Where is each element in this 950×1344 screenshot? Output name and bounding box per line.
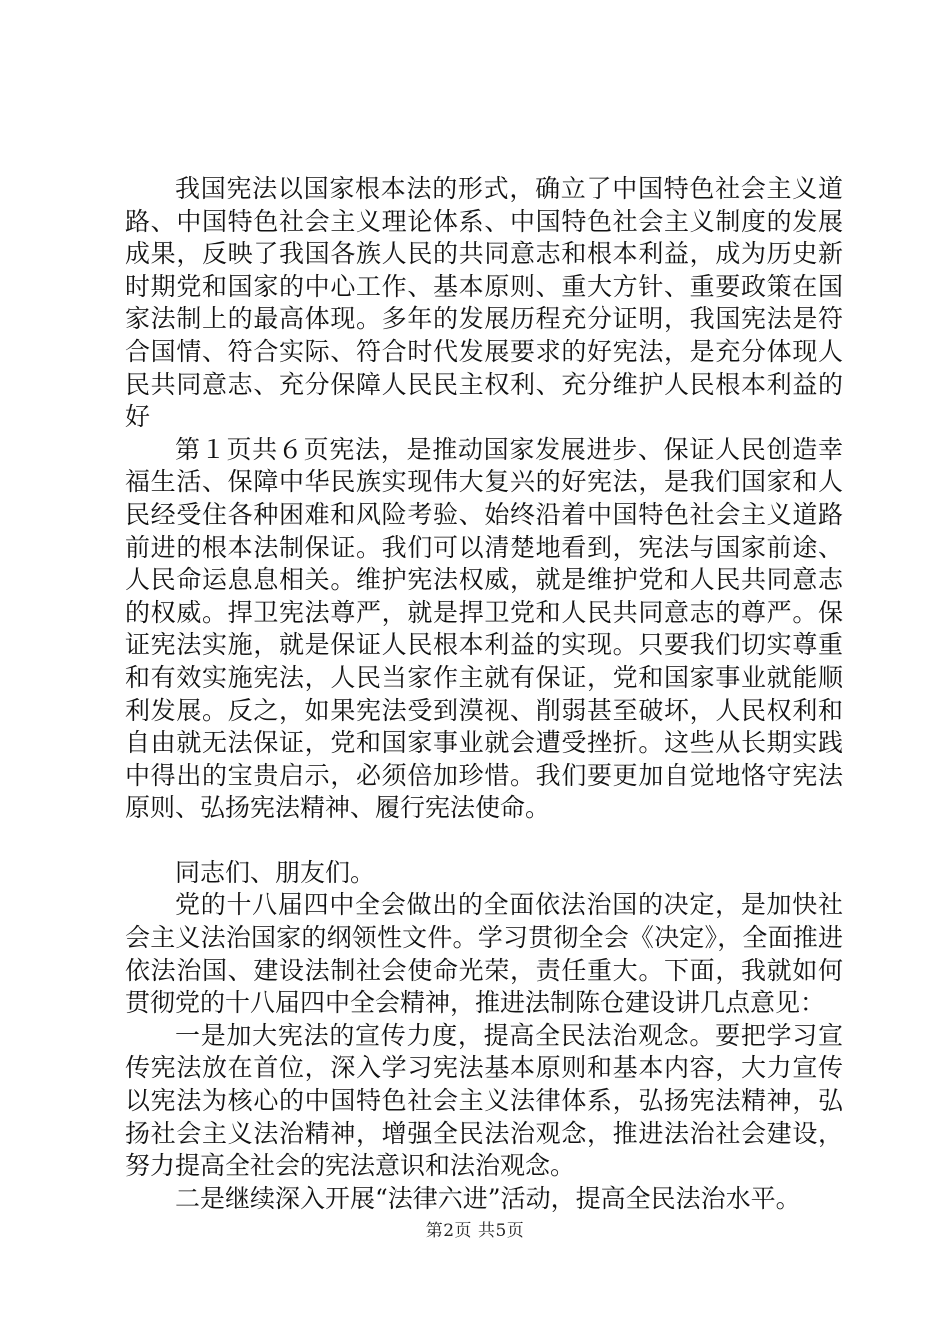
paragraph: 我国宪法以国家根本法的形式，确立了中国特色社会主义道路、中国特色社会主义理论体系、中国特色社会主义制度的发展成果，反映了我国各族人民的共同意志和根本利益，成为历史新时期党和国家的中心工作、基本原则、重大方针、重要政策在国家法制上的最高体现。多年的发展历程充分证明，我国宪法是符合国情、符合实际、符合时代发展要求的好宪法，是充分体现人民共同意志、充分保障人民民主权利、充分维护人民根本利益的好	[125, 174, 843, 432]
paragraph: 二是继续深入开展“法律六进”活动，提高全民法治水平。	[175, 1183, 801, 1213]
document-body	[125, 173, 843, 1215]
paragraph: 同志们、朋友们。	[175, 857, 376, 887]
paragraph: 党的十八届四中全会做出的全面依法治国的决定，是加快社会主义法治国家的纲领性文件。学习贯彻全会《决定》，全面推进依法治国、建设法制社会使命光荣，责任重大。下面，我就如何贯彻党的十八届四中全会精神，推进法制陈仓建设讲几点意见：	[125, 890, 843, 1018]
page-number-footer: 第2页 共5页	[425, 1221, 525, 1241]
paragraph: 第１页共６页宪法，是推动国家发展进步、保证人民创造幸福生活、保障中华民族实现伟大复兴的好宪法，是我们国家和人民经受住各种困难和风险考验、始终沿着中国特色社会主义道路前进的根本法制保证。我们可以清楚地看到，宪法与国家前途、人民命运息息相关。维护宪法权威，就是维护党和人民共同意志的权威。捍卫宪法尊严，就是捍卫党和人民共同意志的尊严。保证宪法实施，就是保证人民根本利益的实现。只要我们切实尊重和有效实施宪法，人民当家作主就有保证，党和国家事业就能顺利发展。反之，如果宪法受到漠视、削弱甚至破坏，人民权利和自由就无法保证，党和国家事业就会遭受挫折。这些从长期实践中得出的宝贵启示，必须倍加珍惜。我们要更加自觉地恪守宪法原则、弘扬宪法精神、履行宪法使命。	[125, 434, 843, 823]
paragraph-gap	[125, 825, 843, 857]
paragraph: 一是加大宪法的宣传力度，提高全民法治观念。要把学习宣传宪法放在首位，深入学习宪法基本原则和基本内容，大力宣传以宪法为核心的中国特色社会主义法律体系，弘扬宪法精神，弘扬社会主义法治精神，增强全民法治观念，推进法治社会建设，努力提高全社会的宪法意识和法治观念。	[125, 1020, 843, 1181]
